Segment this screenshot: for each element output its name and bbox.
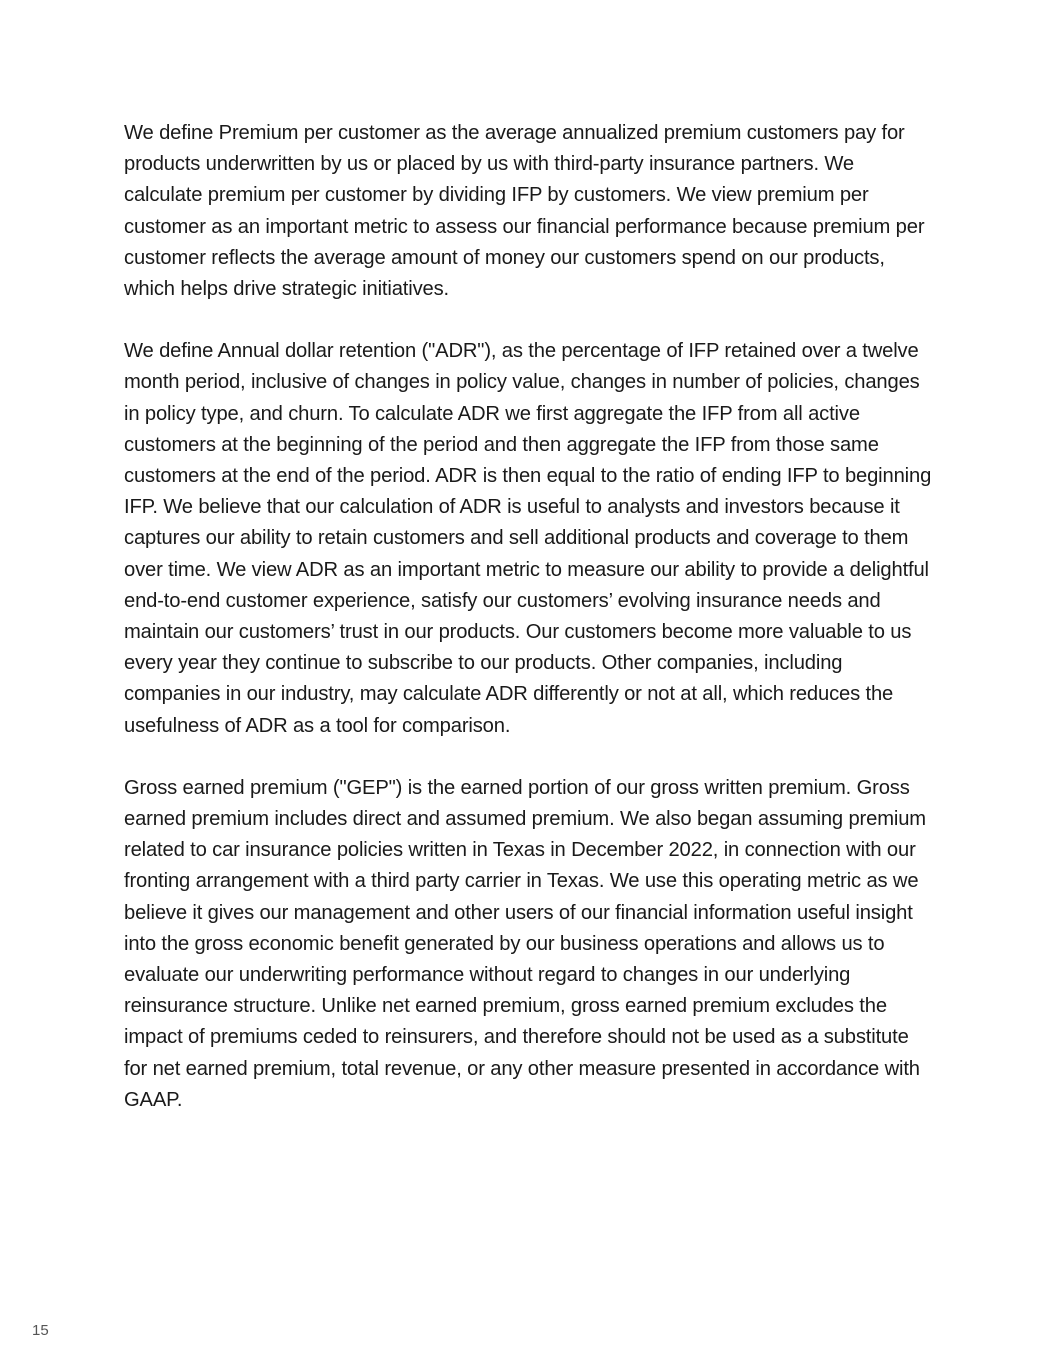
paragraph-premium-per-customer: We define Premium per customer as the average annualized premium customers pay for products underwritten by us or placed by us with third-party insurance partners. We calculate premium per customer by dividing IFP by customers. We view premium per customer as an important metric to assess our financial performance because premium per customer reflects the average amount of money our customers spend on our products, which helps drive strategic initiatives. [124,122,925,301]
paragraph-gross-earned-premium: Gross earned premium ("GEP") is the earned portion of our gross written premium. Gross earned premium includes direct and assumed premium. We also began assuming premium related to car insurance policies written in Texas in December 2022, in connection with our fronting arrangement with a third party carrier in Texas. We use this operating metric as we believe it gives our management and other users of our financial information useful insight into the gross economic benefit generated by our business operations and allows us to evaluate our underwriting performance without regard to changes in our underlying reinsurance structure. Unlike net earned premium, gross earned premium excludes the impact of premiums ceded to reinsurers, and therefore should not be used as a substitute for net earned premium, total revenue, or any other measure presented in accordance with GAAP. [124,776,926,1111]
page-number: 15 [32,1322,49,1339]
page-content [124,118,936,1116]
paragraph-annual-dollar-retention: We define Annual dollar retention ("ADR"), as the percentage of IFP retained over a twelve month period, inclusive of changes in policy value, changes in number of policies, changes in policy type, and churn. To calculate ADR we first aggregate the IFP from all active customers at the beginning of the period and then aggregate the IFP from those same customers at the end of the period. ADR is then equal to the ratio of ending IFP to beginning IFP. We believe that our calculation of ADR is useful to analysts and investors because it captures our ability to retain customers and sell additional products and coverage to them over time. We view ADR as an important metric to measure our ability to provide a delightful end-to-end customer experience, satisfy our customers’ evolving insurance needs and maintain our customers’ trust in our products. Our customers become more valuable to us every year they continue to subscribe to our products. Other companies, including companies in our industry, may calculate ADR differently or not at all, which reduces the usefulness of ADR as a tool for comparison. [124,340,932,737]
